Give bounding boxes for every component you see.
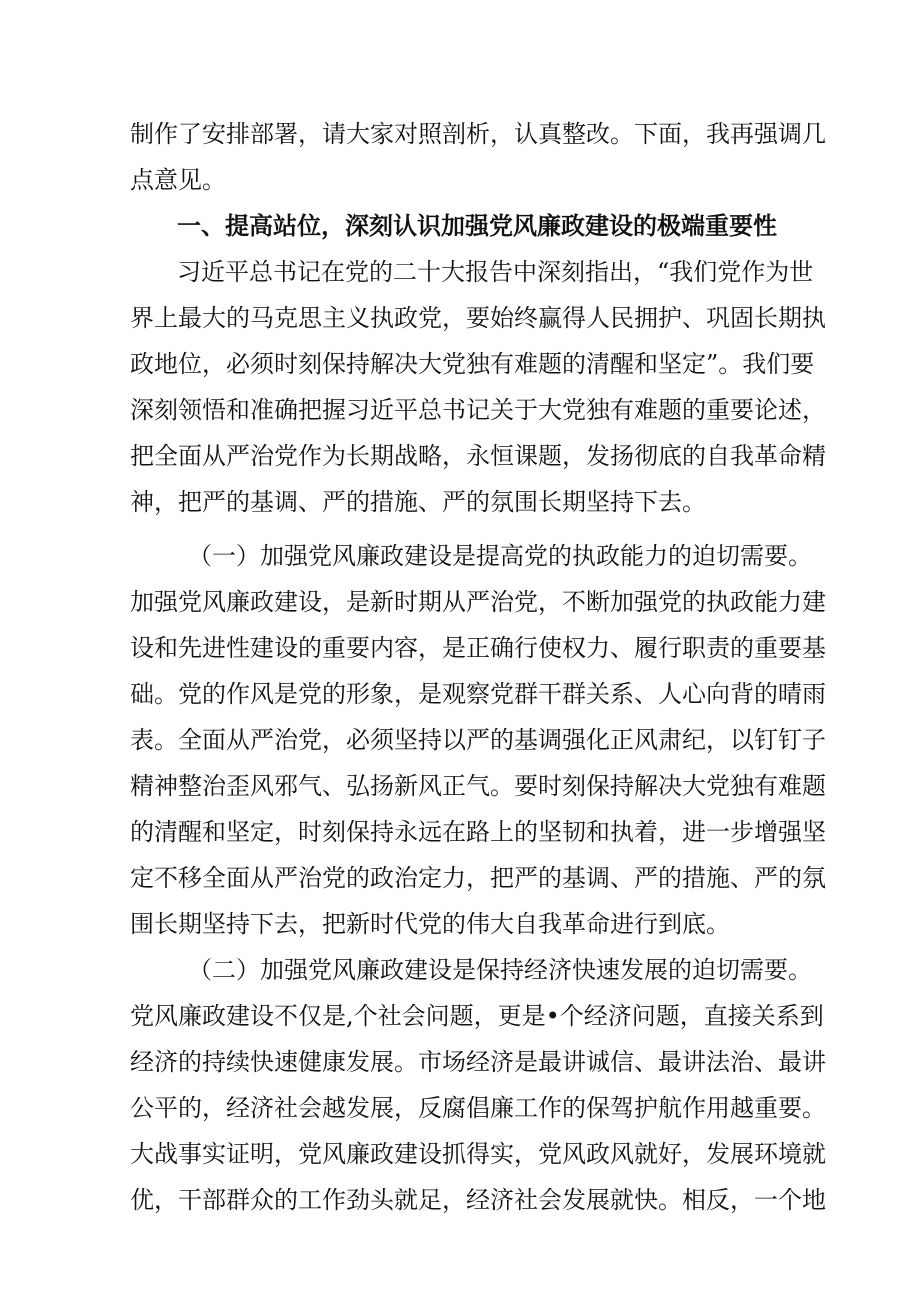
paragraph-line: 表。全面从严治党，必须坚持以严的基调强化正风肃纪，以钉钉子 bbox=[130, 726, 826, 754]
paragraph-line: 神，把严的基调、严的措施、严的氛围长期坚持下去。 bbox=[130, 488, 706, 516]
paragraph-line: 深刻领悟和准确把握习近平总书记关于大党独有难题的重要论述， bbox=[130, 396, 826, 424]
paragraph-line: 设和先进性建设的重要内容，是正确行使权力、履行职责的重要基 bbox=[130, 634, 826, 662]
paragraph-line: 定不移全面从严治党的政治定力，把严的基调、严的措施、严的氛 bbox=[130, 864, 826, 892]
paragraph-line: 精神整治歪风邪气、弘扬新风正气。要时刻保持解决大党独有难题 bbox=[130, 772, 826, 800]
paragraph-line: 础。党的作风是党的形象，是观察党群干群关系、人心向背的晴雨 bbox=[130, 680, 826, 708]
section-heading: 一、提高站位，深刻认识加强党风廉政建设的极端重要性 bbox=[177, 211, 777, 240]
paragraph-line: 加强党风廉政建设，是新时期从严治党，不断加强党的执政能力建 bbox=[130, 588, 826, 616]
paragraph-line: 围长期坚持下去，把新时代党的伟大自我革命进行到底。 bbox=[130, 910, 730, 938]
subsection-heading-line: （一）加强党风廉政建设是提高党的执政能力的迫切需要。 bbox=[188, 542, 812, 570]
paragraph-line: 经济的持续快速健康发展。市场经济是最讲诚信、最讲法治、最讲 bbox=[130, 1048, 826, 1076]
paragraph-line: 大战事实证明，党风廉政建设抓得实，党风政风就好，发展环境就 bbox=[130, 1140, 826, 1168]
paragraph-line: 政地位，必须时刻保持解决大党独有难题的清醒和坚定”。我们要 bbox=[130, 350, 815, 378]
paragraph-line: 的清醒和坚定，时刻保持永远在路上的坚韧和执着，进一步增强坚 bbox=[130, 818, 826, 846]
paragraph-line: 习近平总书记在党的二十大报告中深刻指出，“我们党作为世 bbox=[177, 258, 814, 286]
intro-line: 点意见。 bbox=[130, 166, 226, 194]
paragraph-line: 优，干部群众的工作劲头就足，经济社会发展就快。相反，一个地 bbox=[130, 1186, 826, 1214]
subsection-heading-line: （二）加强党风廉政建设是保持经济快速发展的迫切需要。 bbox=[188, 956, 812, 984]
paragraph-line: 把全面从严治党作为长期战略，永恒课题，发扬彻底的自我革命精 bbox=[130, 442, 826, 470]
intro-line: 制作了安排部署，请大家对照剖析，认真整改。下面，我再强调几 bbox=[130, 120, 826, 148]
paragraph-line: 界上最大的马克思主义执政党，要始终赢得人民拥护、巩固长期执 bbox=[130, 304, 826, 332]
paragraph-line: 党风廉政建设不仅是,个社会问题，更是•个经济问题，直接关系到 bbox=[130, 1002, 824, 1030]
paragraph-line: 公平的，经济社会越发展，反腐倡廉工作的保驾护航作用越重要。 bbox=[130, 1094, 826, 1122]
